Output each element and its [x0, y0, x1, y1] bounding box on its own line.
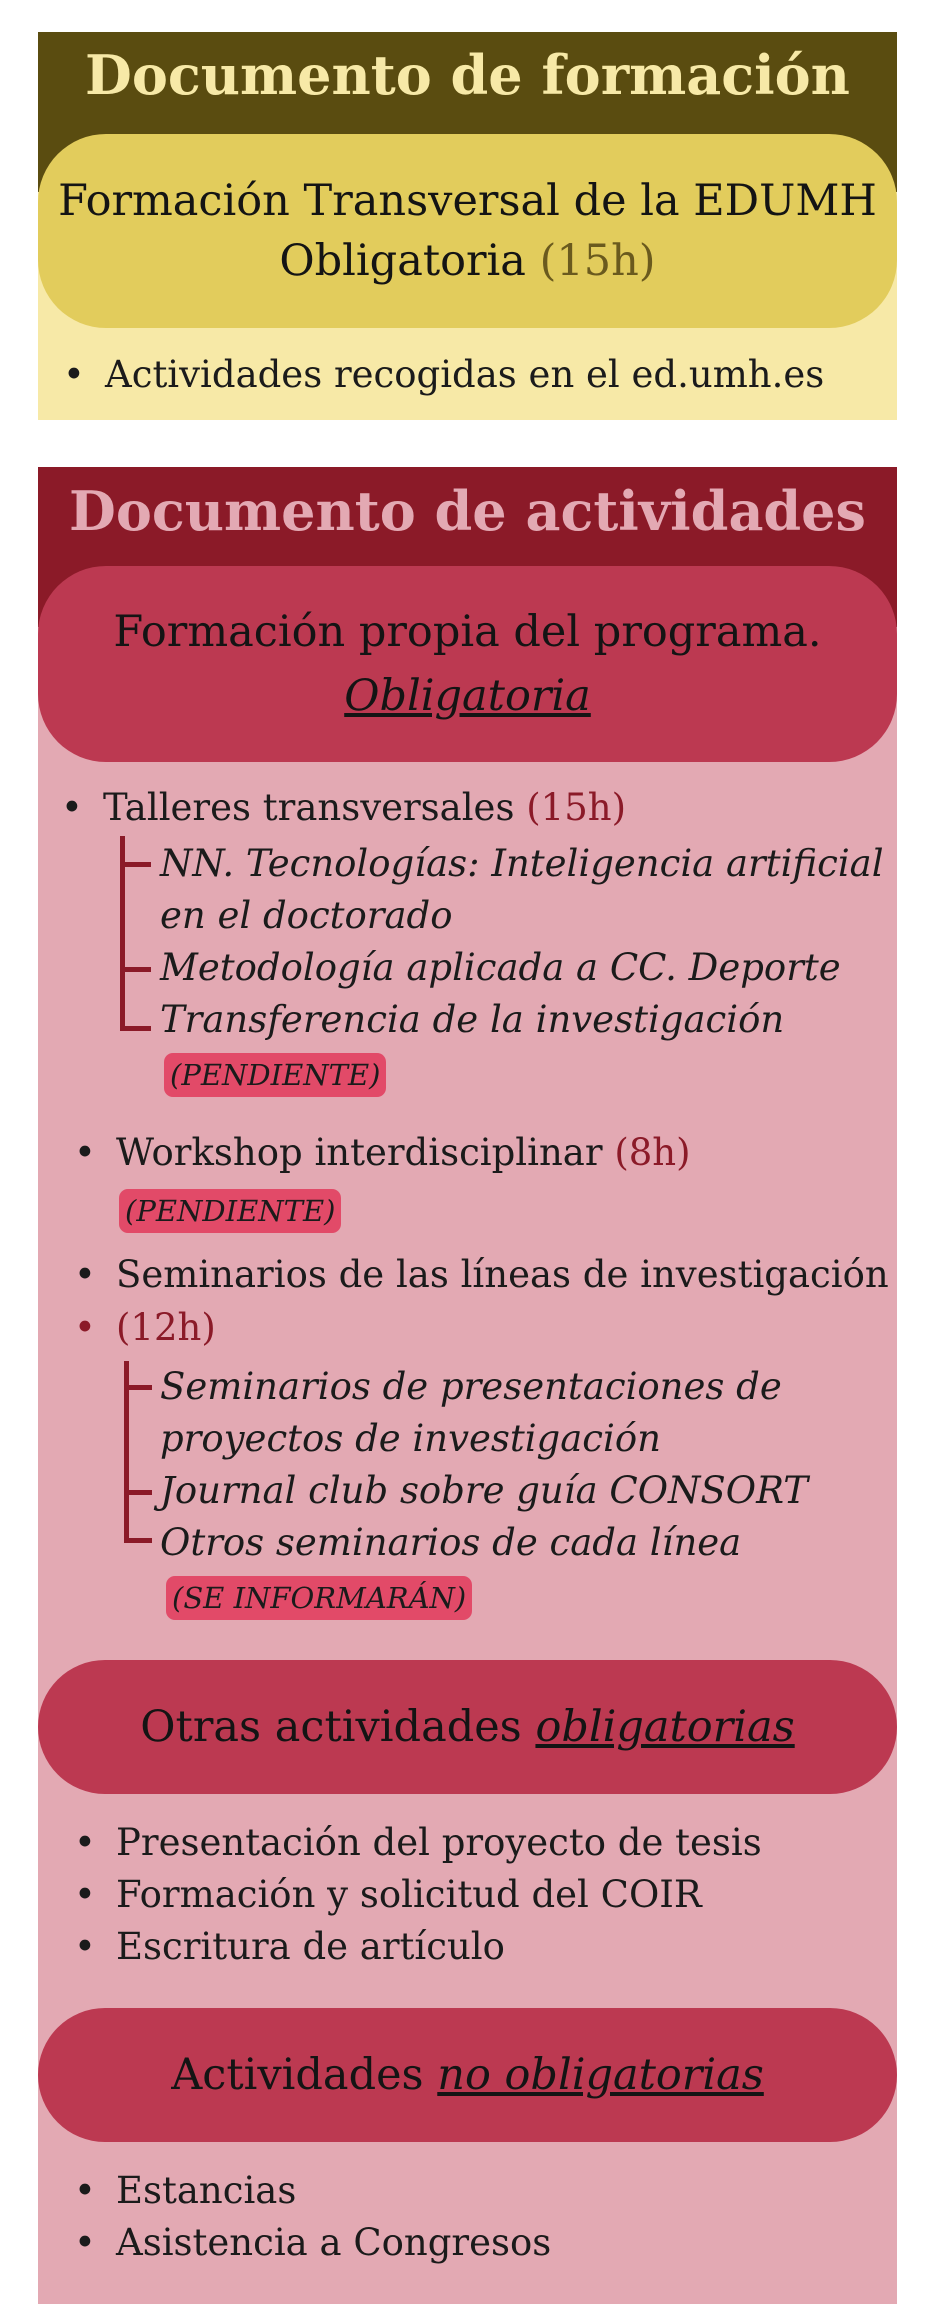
list-item: • Estancias — [116, 2168, 296, 2214]
edumh-pill-mandatory: Obligatoria — [279, 236, 526, 286]
workshop-hours: (8h) — [614, 1131, 691, 1174]
seminarios-subitem: proyectos de investigación — [160, 1417, 661, 1460]
other-mandatory-title-text: Otras actividades — [140, 1702, 522, 1752]
list-item: • Escritura de artículo — [116, 1924, 505, 1970]
optional-activities-title — [171, 2043, 764, 2107]
list-item: • Formación y solicitud del COIR — [116, 1872, 702, 1918]
talleres-status-badge: (PENDIENTE) — [164, 1053, 386, 1097]
edumh-pill-hours: (15h) — [539, 236, 656, 286]
seminarios-subitem: Seminarios de presentaciones de — [160, 1365, 782, 1408]
seminarios-tree-tick — [124, 1490, 152, 1495]
edumh-training-pill — [38, 134, 897, 328]
talleres-subitem: en el doctorado — [160, 894, 453, 937]
list-item-edumh-activities: • Actividades recogidas en el ed.umh.es — [105, 352, 824, 398]
seminarios-hours: • (12h) — [116, 1305, 216, 1351]
list-item-talleres — [103, 785, 626, 831]
activities-doc-title: Documento de actividades — [69, 479, 866, 543]
talleres-subitem: NN. Tecnologías: Inteligencia artificial — [160, 842, 884, 885]
seminarios-tree-tick — [124, 1385, 152, 1390]
list-item: • Presentación del proyecto de tesis — [116, 1820, 762, 1866]
talleres-tree-tick — [120, 862, 151, 867]
seminarios-label: Seminarios de las líneas de investigación — [116, 1253, 889, 1296]
talleres-subitem: Transferencia de la investigación — [160, 998, 785, 1041]
talleres-label: Talleres transversales — [103, 786, 515, 829]
other-mandatory-title-em: obligatorias — [535, 1702, 795, 1752]
list-item-seminarios — [116, 1252, 889, 1298]
own-training-pill — [38, 566, 897, 762]
edumh-pill-line2 — [279, 231, 655, 291]
list-item-workshop — [116, 1130, 691, 1176]
edumh-pill-line1: Formación Transversal de la EDUMH — [58, 176, 877, 226]
talleres-tree-tick — [120, 1026, 151, 1031]
optional-activities-title-text: Actividades — [171, 2050, 424, 2100]
own-training-line1: Formación propia del programa. — [113, 607, 822, 657]
seminarios-subitem: Otros seminarios de cada línea — [160, 1521, 742, 1564]
talleres-subitem: Metodología aplicada a CC. Deporte — [160, 946, 841, 989]
seminarios-status-badge: (SE INFORMARÁN) — [166, 1576, 472, 1620]
workshop-label: Workshop interdisciplinar — [116, 1131, 603, 1174]
workshop-status-badge: (PENDIENTE) — [119, 1189, 341, 1233]
own-training-mandatory: Obligatoria — [344, 671, 591, 721]
seminarios-tree-tick — [124, 1538, 152, 1543]
training-doc-title: Documento de formación — [85, 43, 850, 107]
talleres-tree-tick — [120, 967, 151, 972]
optional-activities-title-em: no obligatorias — [437, 2050, 764, 2100]
other-mandatory-pill — [38, 1660, 897, 1794]
other-mandatory-title — [140, 1695, 794, 1759]
list-item: • Asistencia a Congresos — [116, 2220, 551, 2266]
talleres-hours: (15h) — [526, 786, 626, 829]
seminarios-subitem: Journal club sobre guía CONSORT — [160, 1469, 808, 1512]
optional-activities-pill — [38, 2008, 897, 2142]
